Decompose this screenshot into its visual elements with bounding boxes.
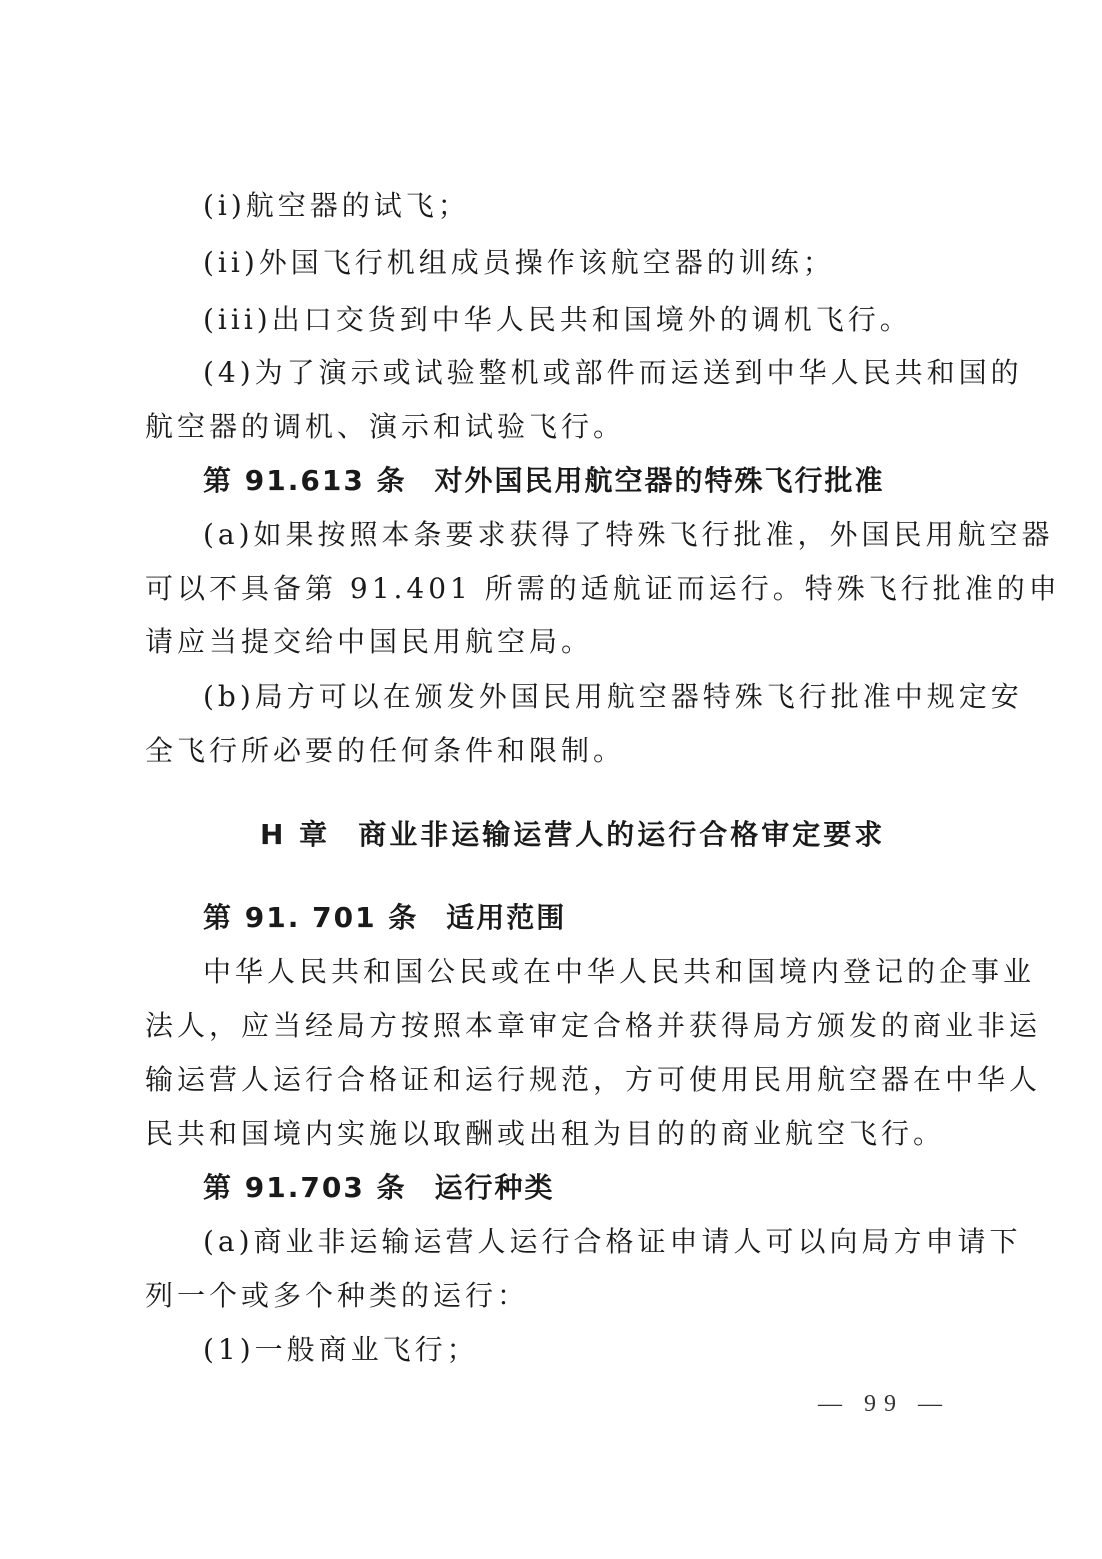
- paragraph-a-line-1: (a)如果按照本条要求获得了特殊飞行批准，外国民用航空器: [203, 518, 1054, 551]
- section-number: 第 91.613 条: [203, 464, 407, 497]
- section-title: 适用范围: [446, 901, 567, 934]
- section-number: 第 91. 701 条: [203, 901, 419, 934]
- list-item-ii: (ii)外国飞行机组成员操作该航空器的训练；: [203, 246, 835, 279]
- paragraph-a-line-3: 请应当提交给中国民用航空局。: [145, 625, 594, 658]
- page-number: — 99 —: [818, 1391, 950, 1417]
- list-item-i: (i)航空器的试飞；: [203, 189, 470, 222]
- paragraph-line: 民共和国境内实施以取酬或出租为目的的商业航空飞行。: [145, 1117, 946, 1150]
- chapter-heading: [260, 815, 885, 855]
- paragraph-4-line-2: 航空器的调机、演示和试验飞行。: [145, 410, 626, 443]
- paragraph-line: 输运营人运行合格证和运行规范，方可使用民用航空器在中华人: [145, 1063, 1042, 1096]
- paragraph-a-line-2: 可以不具备第 91.401 所需的适航证而运行。特殊飞行批准的申: [145, 572, 1061, 605]
- paragraph-4-line-1: (4)为了演示或试验整机或部件而运送到中华人民共和国的: [203, 356, 1023, 389]
- section-number: 第 91.703 条: [203, 1171, 407, 1204]
- paragraph-line: 中华人民共和国公民或在中华人民共和国境内登记的企事业: [203, 955, 1036, 988]
- paragraph-line: (a)商业非运输运营人运行合格证申请人可以向局方申请下: [203, 1225, 1022, 1258]
- paragraph-b-line-2: 全飞行所必要的任何条件和限制。: [145, 734, 626, 767]
- chapter-number: H 章: [260, 818, 331, 851]
- list-item-1: (1)一般商业飞行；: [203, 1333, 479, 1366]
- paragraph-b-line-1: (b)局方可以在颁发外国民用航空器特殊飞行批准中规定安: [203, 680, 1023, 713]
- section-heading-91-703: [203, 1168, 555, 1208]
- chapter-title: 商业非运输运营人的运行合格审定要求: [358, 818, 886, 851]
- list-item-iii: (iii)出口交货到中华人民共和国境外的调机飞行。: [203, 303, 912, 336]
- section-title: 对外国民用航空器的特殊飞行批准: [434, 464, 885, 497]
- paragraph-line: 列一个或多个种类的运行：: [145, 1279, 530, 1312]
- paragraph-line: 法人，应当经局方按照本章审定合格并获得局方颁发的商业非运: [145, 1009, 1042, 1042]
- section-heading-91-701: [203, 898, 566, 938]
- section-title: 运行种类: [434, 1171, 555, 1204]
- section-heading-91-613: [203, 461, 885, 501]
